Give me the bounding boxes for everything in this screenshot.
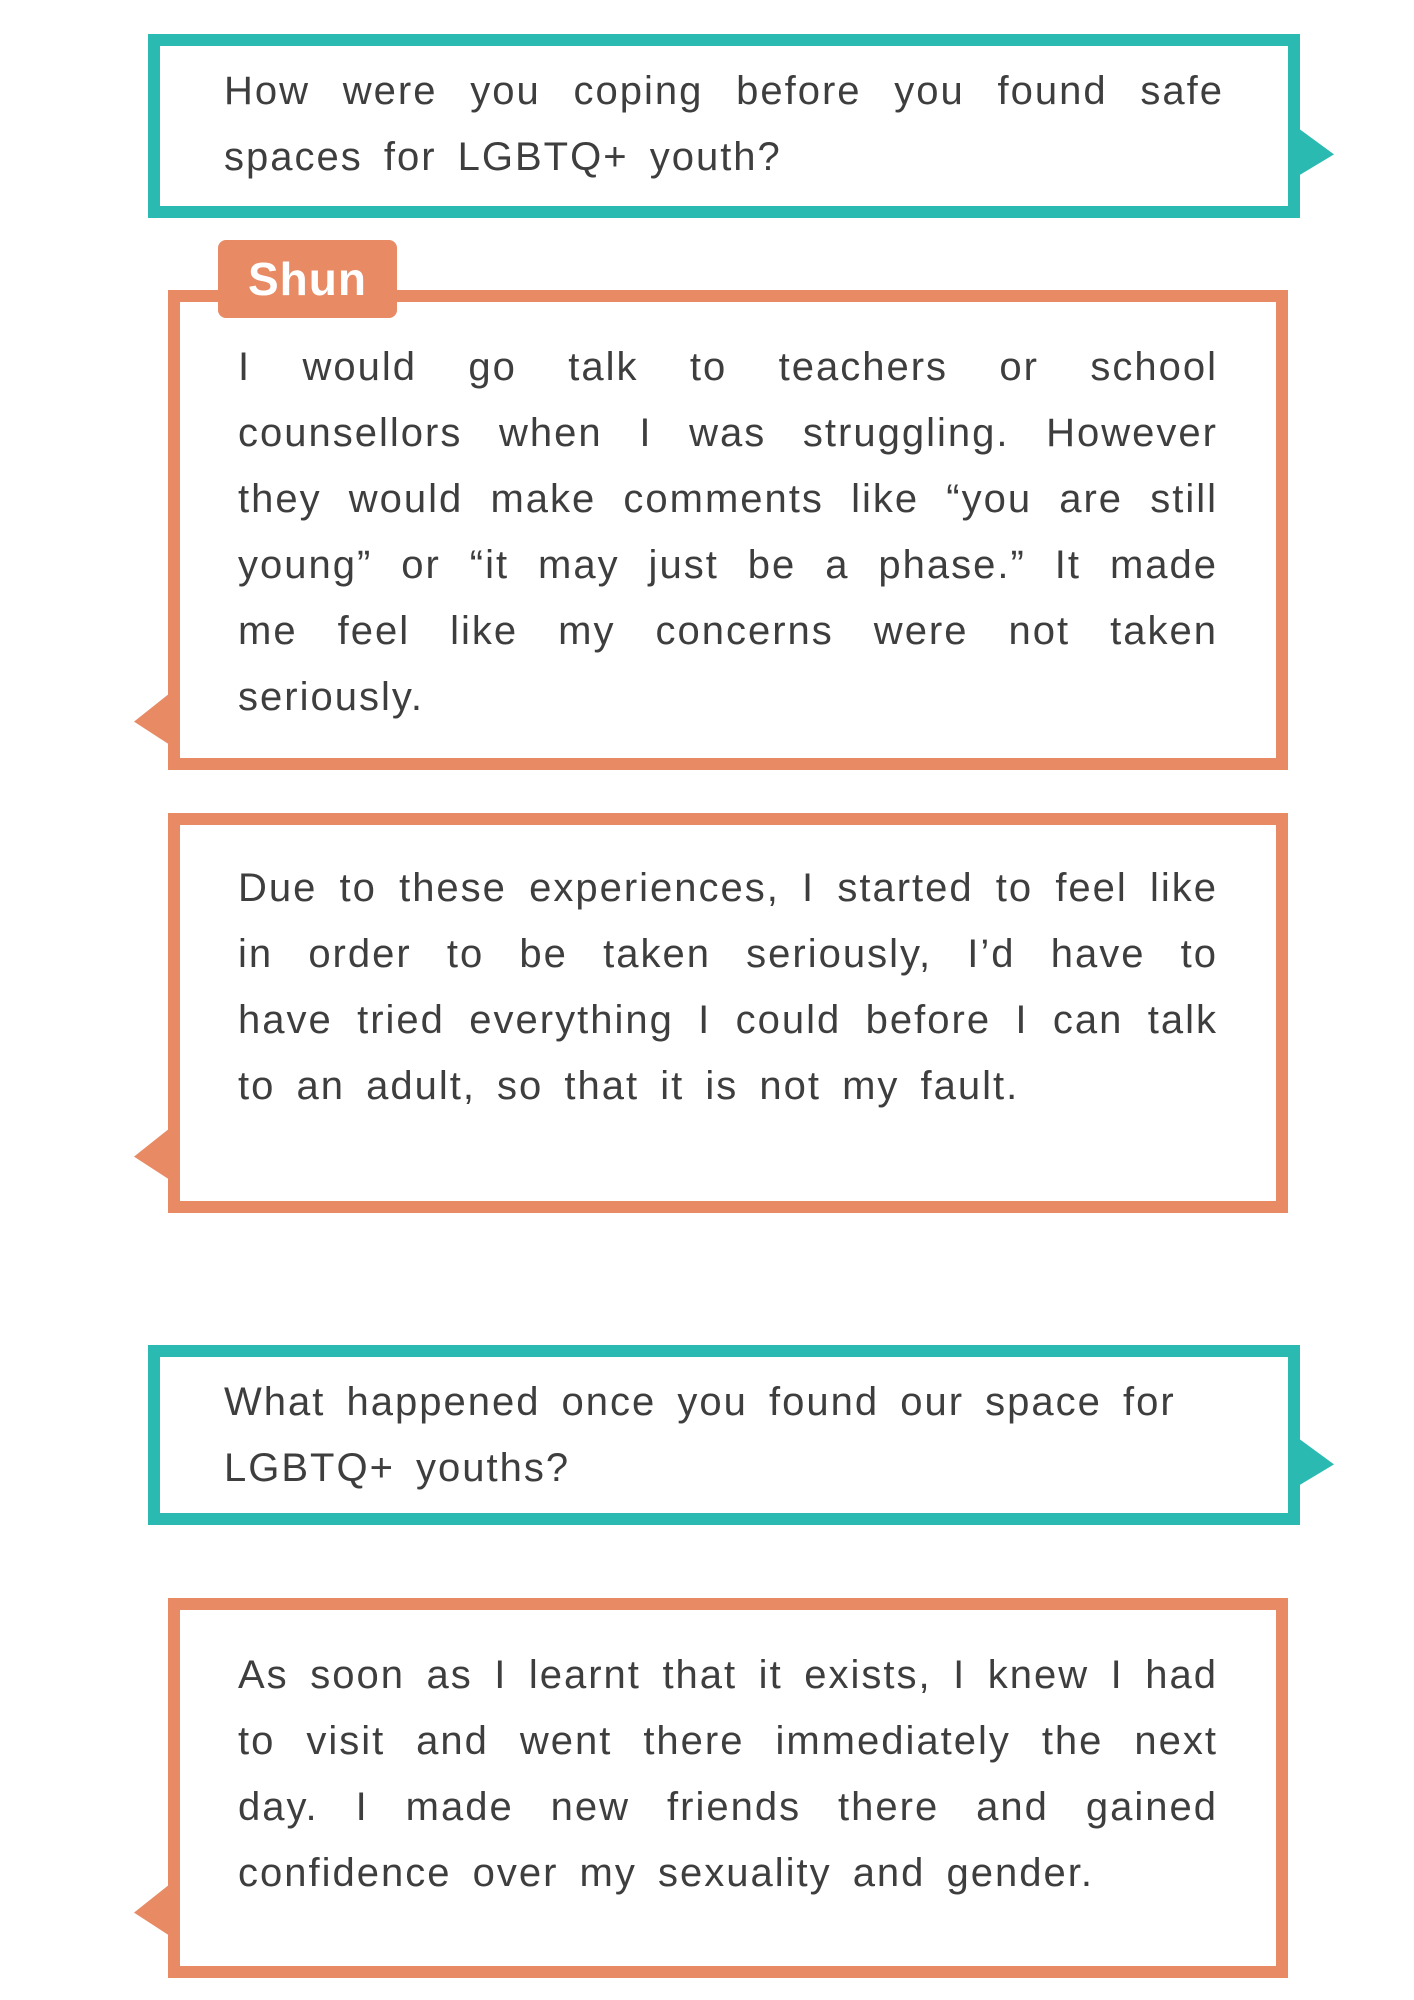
speech-tail-left — [134, 1128, 170, 1180]
question-1-text: How were you coping before you found safe spaces for LGBTQ+ youth? — [224, 69, 1224, 179]
question-bubble-2 — [148, 1345, 1300, 1525]
speech-tail-left — [134, 1884, 170, 1936]
answer-bubble-1 — [168, 253, 1288, 770]
speaker-name-tab: Shun — [218, 240, 397, 318]
question-bubble-1 — [148, 34, 1300, 218]
question-2-text: What happened once you found our space for LGBTQ+ youths? — [224, 1380, 1176, 1490]
answer-2-text: Due to these experiences, I started to feel like in order to be taken seriously, I’d have to have tried everything I could before I can talk to an adult, so that it is not my fault. — [238, 866, 1218, 1108]
speech-tail-right — [1298, 1438, 1334, 1486]
answer-3-text: As soon as I learnt that it exists, I knew I had to visit and went there immediately the next day. I made new friends there and gained confidence over my sexuality and gender. — [238, 1653, 1218, 1895]
answer-1-text: I would go talk to teachers or school counsellors when I was struggling. However they would make comments like “you are still young” or “it may just be a phase.” It made me feel like my concerns were not taken seriously. — [238, 345, 1218, 719]
answer-bubble-2 — [168, 813, 1288, 1213]
speech-tail-right — [1298, 128, 1334, 176]
speech-tail-left — [134, 693, 170, 745]
answer-bubble-3 — [168, 1598, 1288, 1978]
